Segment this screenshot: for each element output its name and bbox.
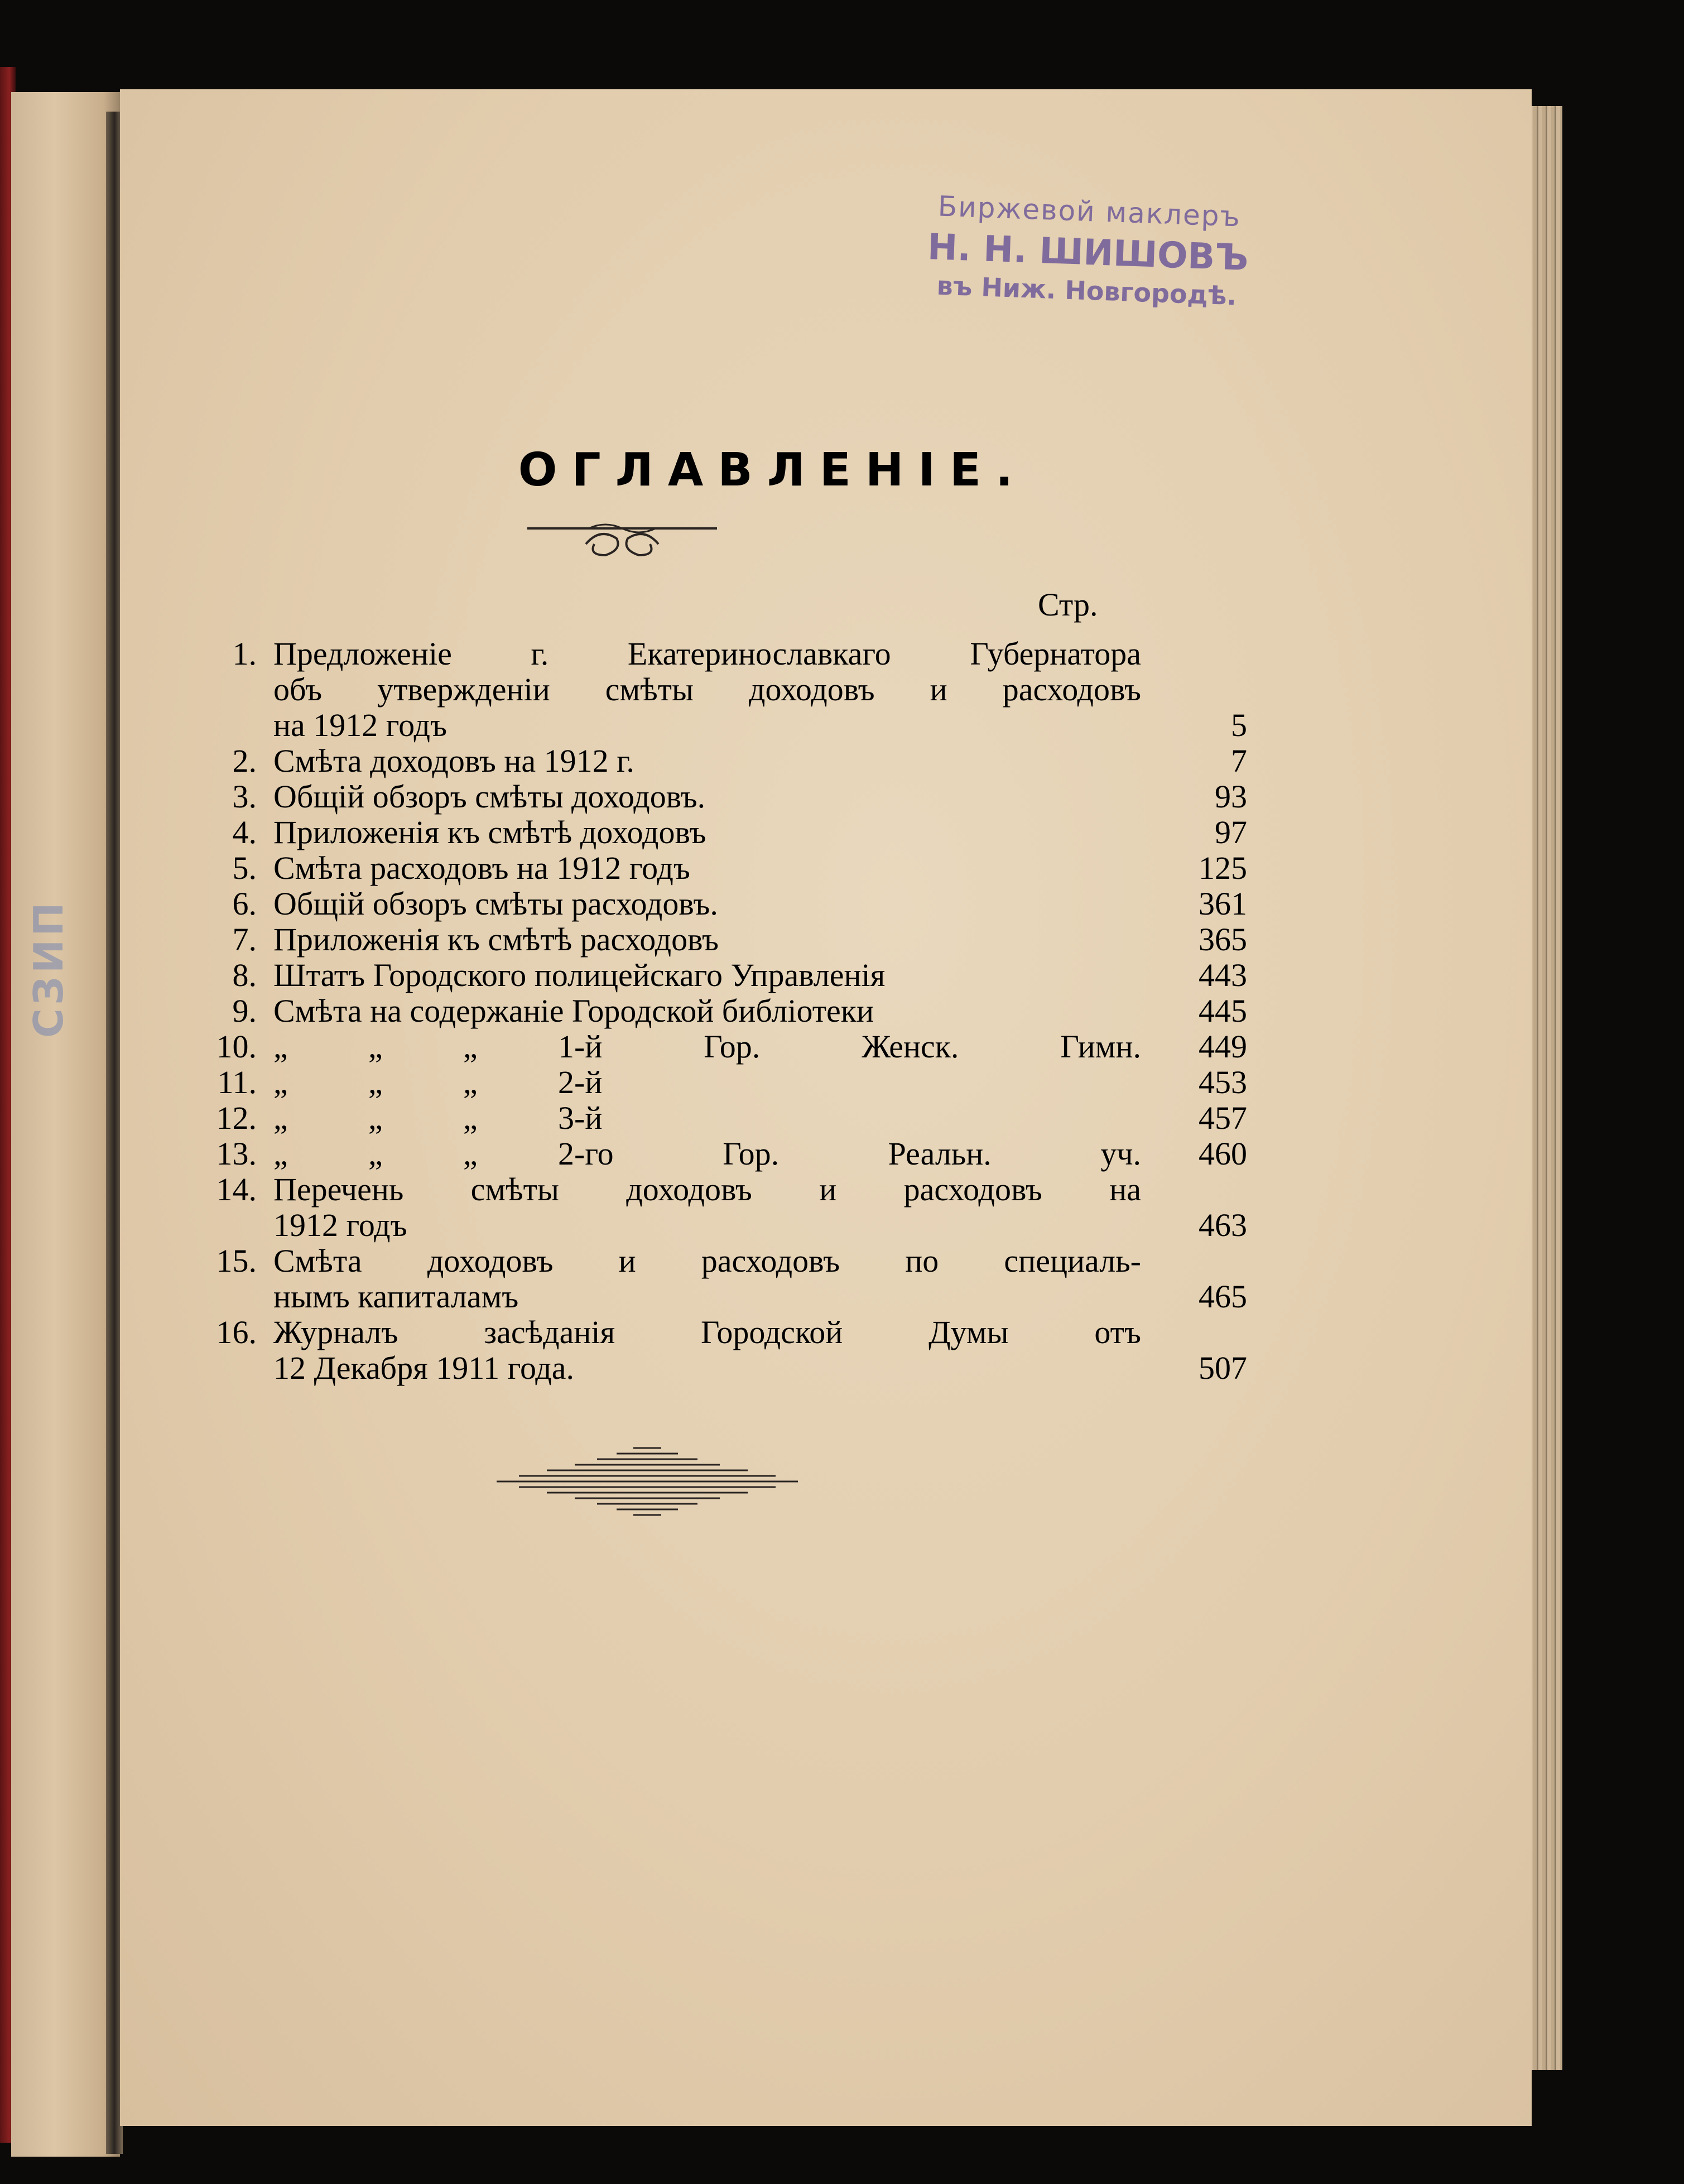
end-ornament <box>497 1431 798 1532</box>
toc-entry-line: Общій обзоръ смѣты расходовъ. <box>273 886 718 922</box>
toc-page-number: 125 <box>1199 850 1247 886</box>
ditto-mark: „ <box>273 1100 288 1136</box>
toc-entry-line: нымъ капиталамъ <box>273 1278 519 1315</box>
toc-entry-number: 4. <box>232 814 257 850</box>
toc-entry <box>184 743 1247 779</box>
toc-entry-line: Штатъ Городского полицейскаго Управленія <box>273 957 886 993</box>
toc-entry-title <box>273 958 1247 993</box>
toc-page-number: 465 <box>1199 1278 1247 1315</box>
page-column-label: Стр. <box>1038 586 1098 623</box>
stamp-line-3: въ Ниж. Новгородѣ. <box>936 270 1238 311</box>
toc-page-number: 97 <box>1215 814 1247 850</box>
toc-page-number: 7 <box>1231 743 1247 779</box>
toc-entry-line: 1912 годъ <box>273 1207 407 1243</box>
left-page <box>11 92 120 2157</box>
toc-entry <box>184 1100 1247 1136</box>
toc-entry-line: 2-й <box>558 1064 603 1100</box>
toc-entry-title <box>273 922 1247 958</box>
toc-entry-title <box>273 993 1247 1029</box>
toc-page-number: 365 <box>1199 921 1247 958</box>
toc-entry-line: Смѣта доходовъ и расходовъ по специаль- <box>273 1243 1141 1279</box>
toc-entry-line: Предложеніе г. Екатеринославкаго Губернатора <box>273 636 1141 672</box>
toc-page-number: 460 <box>1199 1136 1247 1172</box>
toc-entry-title <box>273 1065 1247 1100</box>
title-ornament <box>527 516 717 561</box>
toc-entry-title <box>273 1029 1247 1065</box>
toc-entry-line: 3-й <box>558 1100 603 1136</box>
toc-entry-number: 8. <box>232 957 257 993</box>
toc-entry-number: 10. <box>216 1028 257 1065</box>
ditto-mark: „ <box>273 1064 288 1100</box>
ditto-mark: „ <box>273 1136 288 1172</box>
toc-entry-title <box>273 743 1247 779</box>
toc-entry-number: 11. <box>217 1064 257 1100</box>
ditto-mark: „ <box>368 1136 383 1172</box>
ditto-mark: „ <box>368 1064 383 1100</box>
toc-entry <box>184 636 1247 743</box>
toc-page-number: 5 <box>1231 707 1247 743</box>
toc-entry <box>184 886 1247 922</box>
toc-page-number: 443 <box>1199 957 1247 993</box>
toc-entry-title <box>273 886 1247 922</box>
toc-page-number: 507 <box>1199 1350 1247 1386</box>
toc-entry-line: Смѣта на содержаніе Городской библіотеки <box>273 993 874 1029</box>
toc-entry-number: 9. <box>232 993 257 1029</box>
ditto-mark: „ <box>463 1028 478 1065</box>
toc-entry-number: 3. <box>232 778 257 815</box>
ditto-mark: „ <box>368 1028 383 1065</box>
toc-entry-title <box>273 779 1247 815</box>
toc-entry-number: 14. <box>216 1171 257 1208</box>
table-of-contents <box>184 636 1247 1386</box>
toc-entry <box>184 922 1247 958</box>
toc-entry <box>184 1172 1247 1243</box>
toc-entry <box>184 1136 1247 1172</box>
toc-entry-number: 12. <box>216 1100 257 1136</box>
toc-entry <box>184 1029 1247 1065</box>
toc-entry-title <box>273 1136 1247 1172</box>
ditto-mark: „ <box>463 1100 478 1136</box>
toc-entry <box>184 815 1247 850</box>
toc-page-number: 463 <box>1199 1207 1247 1243</box>
toc-entry-line: объ утвержденіи смѣты доходовъ и расходовъ <box>273 671 1141 708</box>
stamp-line-1: Биржевой маклеръ <box>937 190 1242 233</box>
toc-entry-number: 7. <box>232 921 257 958</box>
stamp-line-2: Н. Н. ШИШОВЪ <box>927 226 1249 280</box>
toc-page-number: 449 <box>1199 1028 1247 1065</box>
toc-entry-number: 5. <box>232 850 257 886</box>
toc-entry-title <box>273 850 1247 886</box>
toc-entry <box>184 1315 1247 1386</box>
toc-entry-line: Журналъ засѣданія Городской Думы отъ <box>273 1314 1141 1350</box>
ditto-mark: „ <box>463 1136 478 1172</box>
toc-entry <box>184 1065 1247 1100</box>
toc-entry-number: 6. <box>232 886 257 922</box>
toc-entry-line: на 1912 годъ <box>273 707 447 743</box>
toc-entry-number: 13. <box>216 1136 257 1172</box>
toc-entry-line: Смѣта доходовъ на 1912 г. <box>273 743 634 779</box>
toc-page-number: 457 <box>1199 1100 1247 1136</box>
toc-entry-line: Приложенія къ смѣтѣ расходовъ <box>273 921 719 958</box>
toc-entry-line: Перечень смѣты доходовъ и расходовъ на <box>273 1171 1141 1208</box>
toc-entry-title <box>273 1243 1247 1315</box>
toc-page-number: 445 <box>1199 993 1247 1029</box>
toc-entry <box>184 850 1247 886</box>
ditto-mark: „ <box>463 1064 478 1100</box>
toc-entry-number: 2. <box>232 743 257 779</box>
toc-entry-line: 12 Декабря 1911 года. <box>273 1350 575 1386</box>
toc-entry-line: 2-го Гор. Реальн. уч. <box>558 1136 1141 1172</box>
toc-entry-title <box>273 1100 1247 1136</box>
toc-entry-line: Приложенія къ смѣтѣ доходовъ <box>273 814 706 850</box>
ditto-mark: „ <box>273 1028 288 1065</box>
toc-entry-line: 1-й Гор. Женск. Гимн. <box>558 1028 1141 1065</box>
toc-entry <box>184 779 1247 815</box>
toc-entry-title <box>273 1172 1247 1243</box>
toc-entry <box>184 993 1247 1029</box>
ownership-stamp <box>886 188 1291 312</box>
toc-page-number: 361 <box>1199 886 1247 922</box>
toc-entry-title <box>273 815 1247 850</box>
library-stamp-side: СЗИП <box>25 899 72 1038</box>
page-title: ОГЛАВЛЕНІЕ. <box>518 444 1028 497</box>
toc-entry-number: 16. <box>216 1314 257 1350</box>
toc-entry-title <box>273 636 1247 743</box>
toc-page-number: 453 <box>1199 1064 1247 1100</box>
ditto-mark: „ <box>368 1100 383 1136</box>
toc-entry <box>184 1243 1247 1315</box>
toc-entry <box>184 958 1247 993</box>
toc-entry-title <box>273 1315 1247 1386</box>
toc-entry-line: Общій обзоръ смѣты доходовъ. <box>273 778 706 815</box>
toc-entry-number: 15. <box>216 1243 257 1279</box>
toc-entry-number: 1. <box>232 636 257 672</box>
toc-page-number: 93 <box>1215 778 1247 815</box>
toc-entry-line: Смѣта расходовъ на 1912 годъ <box>273 850 690 886</box>
